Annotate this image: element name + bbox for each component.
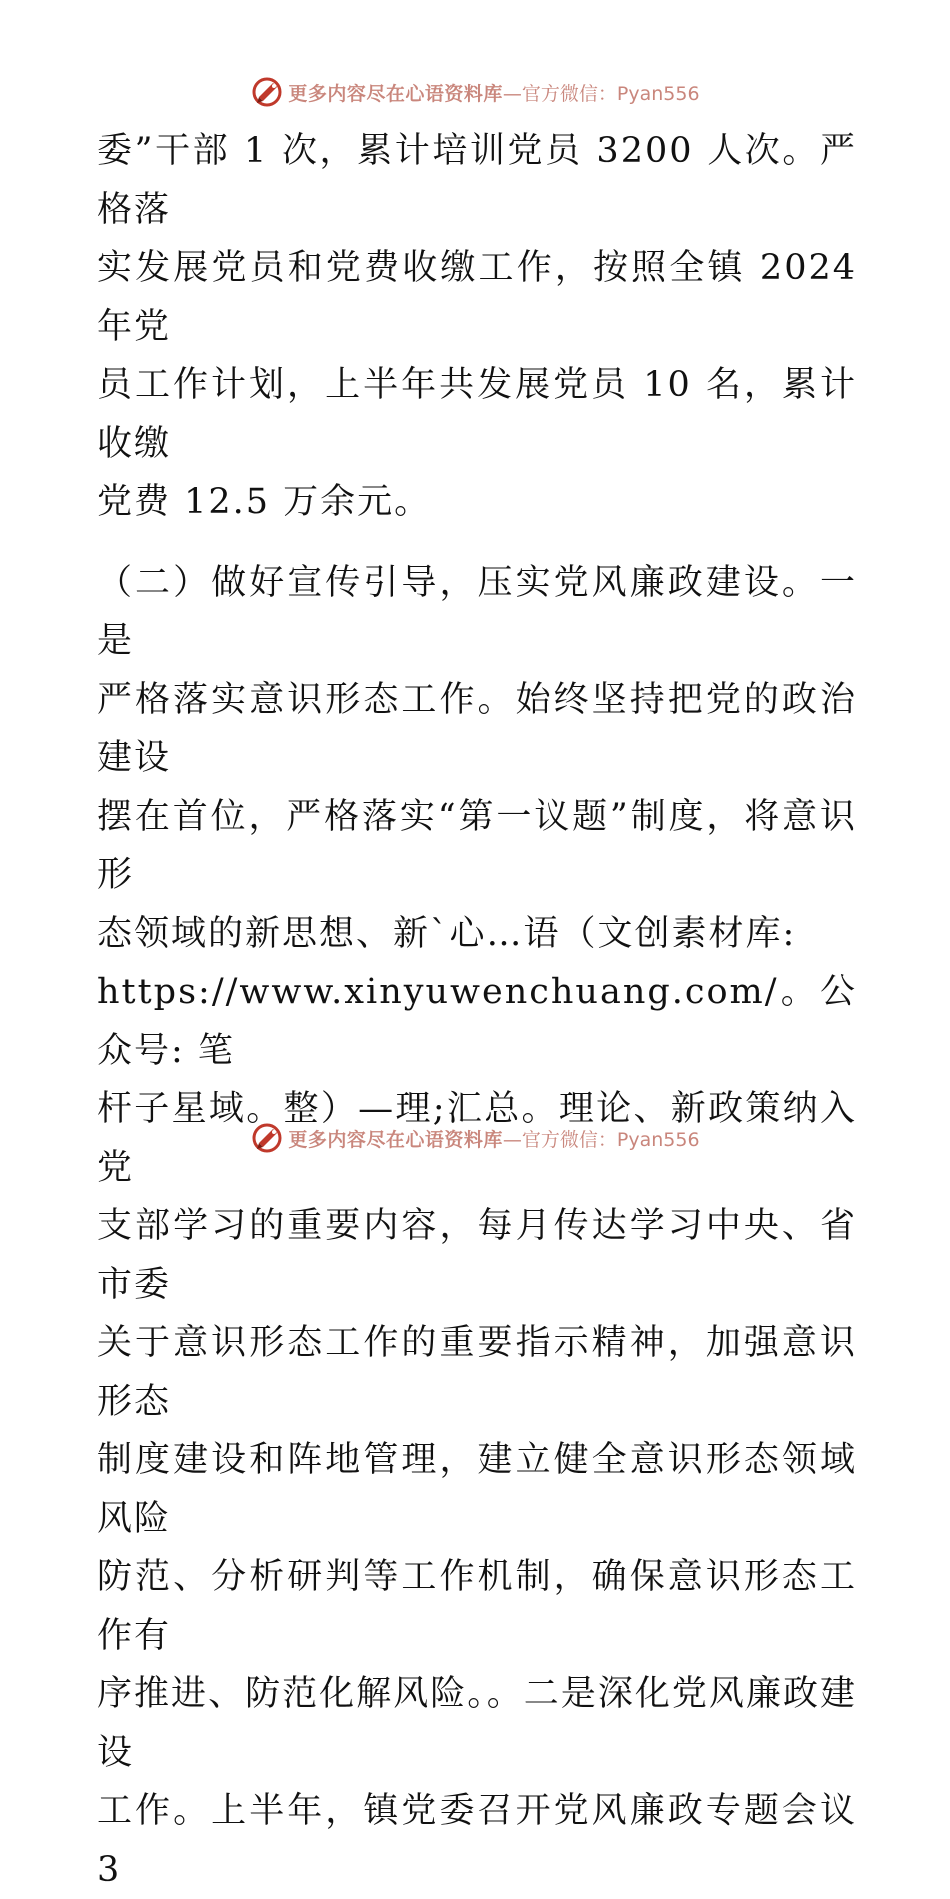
paragraph — [97, 554, 857, 1899]
header-banner — [0, 72, 950, 112]
text-line: 支部学习的重要内容，每月传达学习中央、省市委 — [97, 1206, 857, 1305]
text-line: 党费 12.5 万余元。 — [97, 482, 431, 522]
text-line: 委”干部 1 次，累计培训党员 3200 人次。严格落 — [97, 131, 857, 230]
logo-icon — [250, 1121, 284, 1155]
footer-banner — [0, 1118, 950, 1158]
text-line: 工作。上半年，镇党委召开党风廉政专题会议 3 — [97, 1791, 857, 1890]
text-line: 严格落实意识形态工作。始终坚持把党的政治建设 — [97, 680, 857, 779]
text-line: 摆在首位，严格落实“第一议题”制度，将意识形 — [97, 797, 857, 896]
text-line: 序推进、防范化解风险。。二是深化党风廉政建设 — [97, 1674, 857, 1773]
document-body — [97, 122, 857, 1899]
text-line: https://www.xinyuwenchuang.com/。公众号: 笔 — [97, 972, 857, 1071]
banner-main-text: 更多内容尽在心语资料库 — [288, 1125, 503, 1152]
text-line: 实发展党员和党费收缴工作，按照全镇 2024 年党 — [97, 248, 857, 347]
banner-main-text: 更多内容尽在心语资料库 — [288, 79, 503, 106]
text-line: 防范、分析研判等工作机制，确保意识形态工作有 — [97, 1557, 857, 1656]
text-line: 员工作计划，上半年共发展党员 10 名，累计收缴 — [97, 365, 857, 464]
text-line: 关于意识形态工作的重要指示精神，加强意识形态 — [97, 1323, 857, 1422]
text-line: 杆子星域。整）—理;汇总。理论、新政策纳入党 — [97, 1089, 857, 1188]
text-line: （二）做好宣传引导，压实党风廉政建设。一是 — [97, 563, 857, 662]
text-line: 制度建设和阵地管理，建立健全意识形态领域风险 — [97, 1440, 857, 1539]
text-line: 态领域的新思想、新`心…语（文创素材库: — [97, 914, 796, 954]
banner-sub-text: —官方微信：Pyan556 — [503, 79, 700, 106]
paragraph — [97, 122, 857, 532]
logo-icon — [250, 75, 284, 109]
banner-sub-text: —官方微信：Pyan556 — [503, 1125, 700, 1152]
